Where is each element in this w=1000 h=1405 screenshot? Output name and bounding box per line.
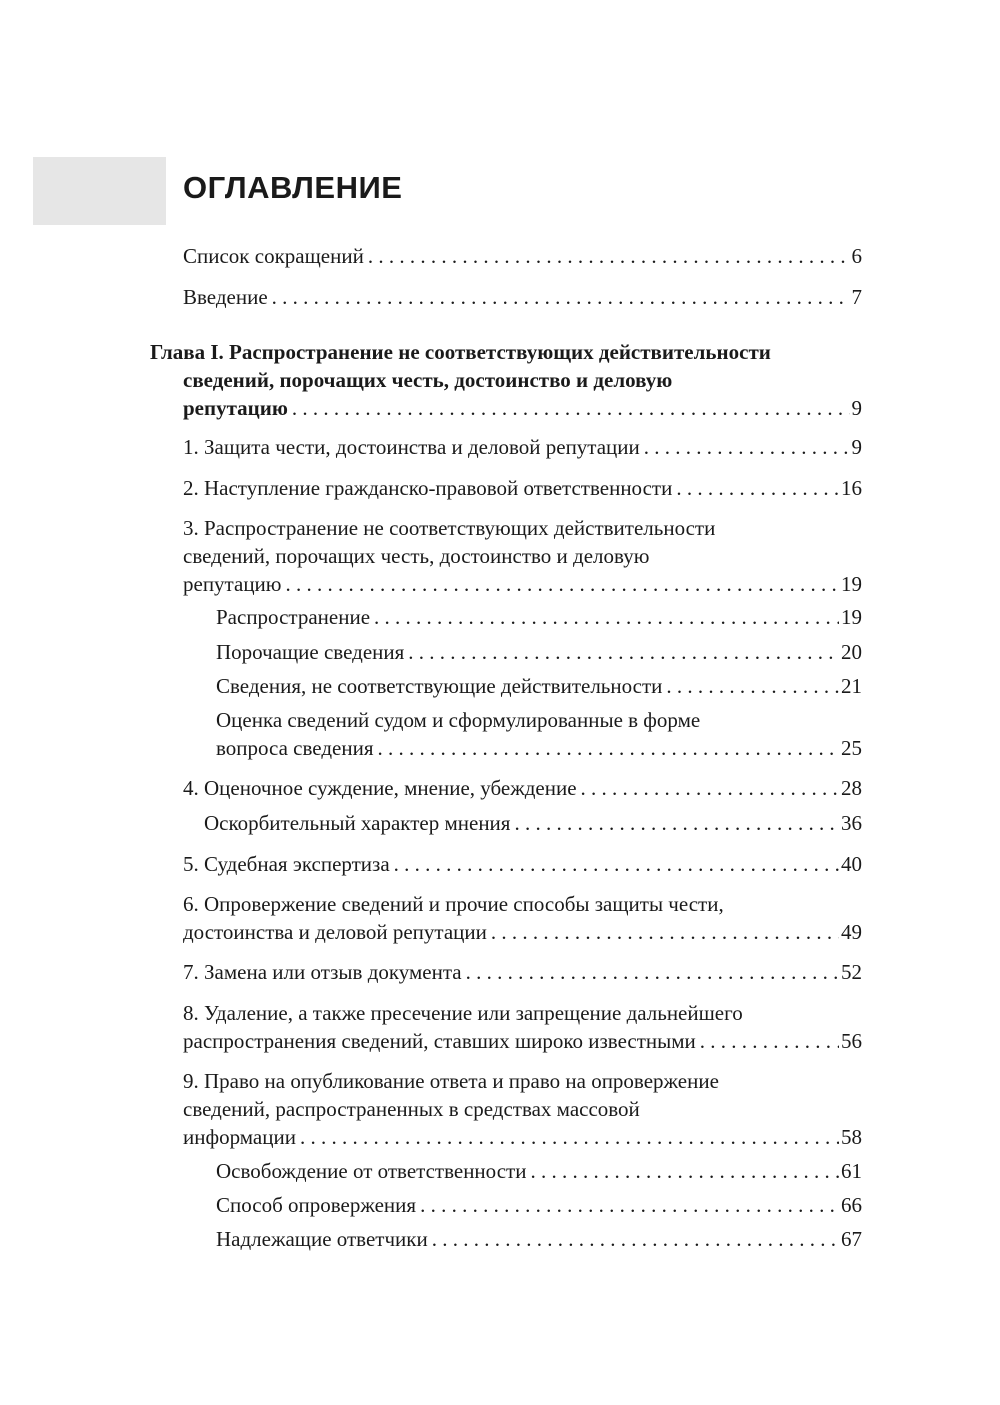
- dot-leader: [300, 1123, 839, 1151]
- toc-page-number: 40: [841, 852, 862, 876]
- toc-entry-text: 5. Судебная экспертиза: [183, 852, 390, 876]
- toc-page-number: 19: [841, 605, 862, 629]
- toc-entry-text: сведений, распространенных в средствах массовой: [183, 1097, 640, 1121]
- toc-entry-text: Освобождение от ответственности: [216, 1159, 527, 1183]
- toc-entry[interactable]: [150, 338, 862, 422]
- toc-page-number: 21: [841, 674, 862, 698]
- toc-entry[interactable]: [183, 774, 862, 802]
- dot-leader: [368, 242, 850, 270]
- toc-entry[interactable]: [183, 890, 862, 946]
- toc-entry-text: вопроса сведения: [216, 736, 374, 760]
- toc-entry[interactable]: [183, 433, 862, 461]
- toc-page-number: 49: [841, 920, 862, 944]
- toc-entry-text: Оценка сведений судом и сформулированные в форме: [216, 708, 701, 732]
- toc-entry[interactable]: [216, 1225, 862, 1253]
- toc-page-number: 9: [851, 435, 862, 459]
- toc-entry[interactable]: [216, 638, 862, 666]
- dot-leader: [666, 672, 839, 700]
- dot-leader: [420, 1191, 839, 1219]
- toc-page-number: 28: [841, 776, 862, 800]
- toc-page-number: 36: [841, 811, 862, 835]
- toc-entry-text: репутацию: [183, 396, 288, 420]
- dot-leader: [292, 394, 850, 422]
- toc-entry-text: Оскорбительный характер мнения: [204, 811, 511, 835]
- dot-leader: [700, 1027, 839, 1055]
- toc-page-number: 58: [841, 1125, 862, 1149]
- toc-entry-text: достоинства и деловой репутации: [183, 920, 487, 944]
- dot-leader: [377, 734, 839, 762]
- toc-entry[interactable]: [183, 514, 862, 598]
- toc-page-number: 19: [841, 572, 862, 596]
- dot-leader: [432, 1225, 839, 1253]
- toc-entry-text: сведений, порочащих честь, достоинство и деловую: [183, 368, 673, 392]
- toc-page-number: 16: [841, 476, 862, 500]
- toc-entry-text: информации: [183, 1125, 296, 1149]
- toc-entry-text: 7. Замена или отзыв документа: [183, 960, 462, 984]
- toc-entry[interactable]: [216, 603, 862, 631]
- toc-entry[interactable]: [216, 672, 862, 700]
- dot-leader: [581, 774, 839, 802]
- toc-page-number: 61: [841, 1159, 862, 1183]
- toc-entry[interactable]: [183, 242, 862, 270]
- toc-entry-text: Введение: [183, 285, 268, 309]
- toc-entry-text: 6. Опровержение сведений и прочие способы защиты чести,: [183, 892, 724, 916]
- dot-leader: [530, 1157, 839, 1185]
- toc-entry[interactable]: [204, 809, 862, 837]
- dot-leader: [374, 603, 839, 631]
- toc-entry-text: репутацию: [183, 572, 282, 596]
- toc-entry-text: Глава I. Распространение не соответствующих действительности: [150, 340, 771, 364]
- toc-entry-text: 1. Защита чести, достоинства и деловой репутации: [183, 435, 640, 459]
- toc-entry[interactable]: [183, 999, 862, 1055]
- toc-entry-text: 2. Наступление гражданско-правовой ответственности: [183, 476, 673, 500]
- toc-entry[interactable]: [183, 958, 862, 986]
- toc-entry[interactable]: [183, 850, 862, 878]
- toc-entry-text: Сведения, не соответствующие действительности: [216, 674, 663, 698]
- dot-leader: [272, 283, 850, 311]
- dot-leader: [285, 570, 839, 598]
- toc-entry-text: 4. Оценочное суждение, мнение, убеждение: [183, 776, 577, 800]
- toc-entry-text: Порочащие сведения: [216, 640, 405, 664]
- toc-entry[interactable]: [216, 1157, 862, 1185]
- dot-leader: [491, 918, 839, 946]
- toc-page-number: 56: [841, 1029, 862, 1053]
- toc-entry[interactable]: [183, 1067, 862, 1151]
- title-decor-block: [33, 157, 166, 225]
- dot-leader: [514, 809, 839, 837]
- toc-page-number: 66: [841, 1193, 862, 1217]
- toc-entry[interactable]: [216, 1191, 862, 1219]
- toc-entry-text: Надлежащие ответчики: [216, 1227, 428, 1251]
- page-title: ОГЛАВЛЕНИЕ: [183, 170, 403, 205]
- toc-entry-text: 9. Право на опубликование ответа и право на опровержение: [183, 1069, 719, 1093]
- toc-page-number: 7: [851, 285, 862, 309]
- dot-leader: [408, 638, 839, 666]
- toc-entry-text: Способ опровержения: [216, 1193, 417, 1217]
- toc-entry-text: распространения сведений, ставших широко известными: [183, 1029, 696, 1053]
- dot-leader: [676, 474, 839, 502]
- toc-entry-text: 3. Распространение не соответствующих действительности: [183, 516, 716, 540]
- dot-leader: [466, 958, 839, 986]
- toc-entry-text: Распространение: [216, 605, 371, 629]
- toc-entry-text: 8. Удаление, а также пресечение или запрещение дальнейшего: [183, 1001, 743, 1025]
- toc-page-number: 67: [841, 1227, 862, 1251]
- toc-entry[interactable]: [183, 283, 862, 311]
- toc-page-number: 25: [841, 736, 862, 760]
- dot-leader: [644, 433, 850, 461]
- toc-entry-text: сведений, порочащих честь, достоинство и деловую: [183, 544, 650, 568]
- toc-entry[interactable]: [216, 706, 862, 762]
- toc-page-number: 20: [841, 640, 862, 664]
- toc-page-number: 52: [841, 960, 862, 984]
- toc-page-number: 9: [851, 396, 862, 420]
- dot-leader: [394, 850, 839, 878]
- toc-page-number: 6: [851, 244, 862, 268]
- toc-entry-text: Список сокращений: [183, 244, 364, 268]
- toc-entry[interactable]: [183, 474, 862, 502]
